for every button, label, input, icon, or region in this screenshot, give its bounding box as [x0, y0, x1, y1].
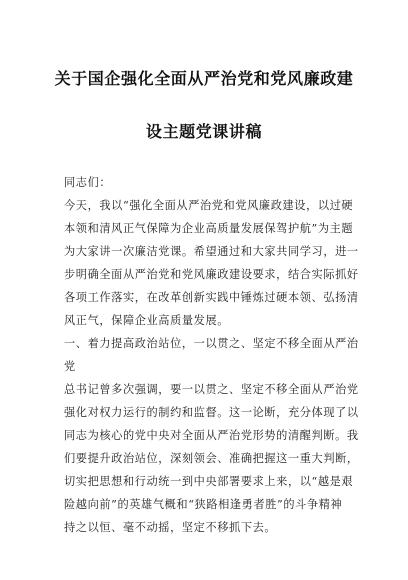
body-line: 风正气，保障企业高质量发展。: [64, 314, 230, 327]
body-line: 为大家讲一次廉洁党课。希望通过和大家共同学习，进一: [64, 245, 359, 258]
body-line: 们要提升政治站位，深刻领会、准确把握这一重大判断，: [64, 452, 359, 465]
body-line: 同志们：: [64, 176, 112, 189]
document-title-line-2: 设主题党课讲稿: [145, 122, 263, 141]
body-line: 同志为核心的党中央对全面从严治党形势的清醒判断。我: [64, 429, 359, 442]
body-line: 本领和清风正气保障为企业高质量发展保驾护航”为主题: [64, 222, 354, 235]
body-line: 今天，我以“强化全面从严治党和党风廉政建设，以过硬: [64, 199, 354, 212]
body-line: 切实把思想和行动统一到中央部署要求上来，以“越是艰: [64, 475, 354, 488]
section-heading-line: 党: [64, 360, 76, 373]
body-line: 步明确全面从严治党和党风廉政建设要求，结合实际抓好: [64, 268, 359, 281]
body-line: 险越向前”的英雄气概和“狭路相逢勇者胜”的斗争精神: [64, 498, 343, 511]
document-title-line-1: 关于国企强化全面从严治党和党风廉政建: [54, 69, 354, 88]
body-line: 强化对权力运行的制约和监督。这一论断，充分体现了以: [64, 406, 359, 419]
section-heading-line: 一、着力提高政治站位，一以贯之、坚定不移全面从严治: [64, 337, 359, 350]
body-line: 持之以恒、毫不动摇，坚定不移抓下去。: [64, 521, 277, 534]
body-line: 总书记曾多次强调，要一以贯之、坚定不移全面从严治党: [64, 383, 359, 396]
body-line: 各项工作落实，在改革创新实践中锤炼过硬本领、弘扬清: [64, 291, 359, 304]
